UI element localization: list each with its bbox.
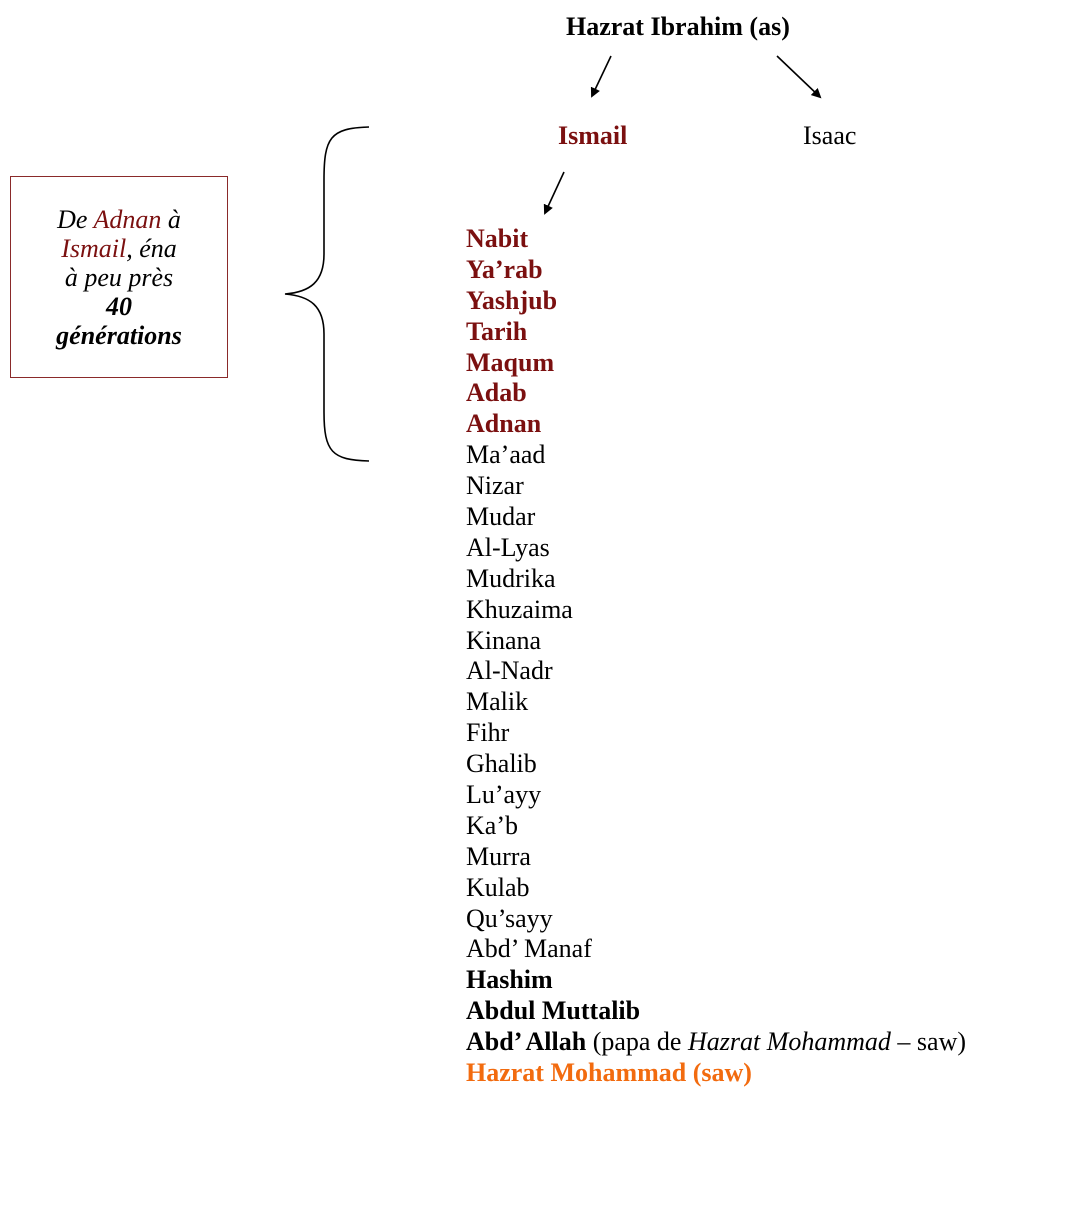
- lineage-item: Malik: [466, 687, 529, 717]
- abdallah-paren-close: – saw): [890, 1027, 967, 1057]
- lineage-item: Ka’b: [466, 810, 518, 840]
- lineage-item-final: [466, 1058, 966, 1089]
- lineage-item: Al-Lyas: [466, 532, 550, 562]
- abdallah-name: Abd’ Allah: [466, 1027, 587, 1057]
- lineage-item: Ma’aad: [466, 440, 546, 470]
- lineage-item: Lu’ayy: [466, 780, 542, 810]
- arrow-to-isaac: [777, 56, 820, 97]
- child-isaac-label: Isaac: [803, 121, 857, 150]
- lineage-item: Maqum: [466, 347, 555, 377]
- abdallah-paren-open: (papa de: [586, 1027, 688, 1057]
- generations-note-box: [10, 176, 228, 378]
- final-name: Hazrat Mohammad (saw): [466, 1058, 752, 1088]
- abdallah-paren-italic: Hazrat Mohammad: [687, 1027, 891, 1057]
- lineage-item: Fihr: [466, 718, 510, 748]
- note-count: 40: [106, 291, 132, 321]
- lineage-item-abdallah: [466, 1027, 966, 1058]
- lineage-item: Khuzaima: [466, 594, 573, 624]
- lineage-item: Nizar: [466, 471, 524, 501]
- note-ena: , éna: [126, 233, 177, 263]
- note-a: à: [161, 204, 181, 234]
- arrow-to-nabit: [545, 172, 564, 213]
- note-prefix: De: [57, 204, 94, 234]
- child-ismail-label: Ismail: [558, 121, 628, 150]
- lineage-item: Mudar: [466, 502, 536, 532]
- lineage-item: Adab: [466, 378, 527, 408]
- lineage-item: Mudrika: [466, 563, 556, 593]
- lineage-item: Abd’ Manaf: [466, 934, 592, 964]
- lineage-item: Adnan: [466, 409, 542, 439]
- note-generations: générations: [56, 320, 182, 350]
- lineage-item: Ya’rab: [466, 254, 543, 284]
- root-ancestor-label: Hazrat Ibrahim (as): [566, 12, 790, 41]
- lineage-item: Kulab: [466, 872, 530, 902]
- lineage-item: Ghalib: [466, 749, 537, 779]
- lineage-item: Abdul Muttalib: [466, 996, 641, 1026]
- lineage-item: Murra: [466, 841, 531, 871]
- note-ismail: Ismail: [61, 233, 127, 263]
- note-adnan: Adnan: [93, 204, 162, 234]
- lineage-item: Qu’sayy: [466, 903, 553, 933]
- curly-brace: [285, 127, 369, 461]
- generations-note-text: [39, 205, 199, 350]
- lineage-item: Kinana: [466, 625, 542, 655]
- lineage-item: Tarih: [466, 316, 528, 346]
- lineage-item: Hashim: [466, 965, 553, 995]
- lineage-item: Al-Nadr: [466, 656, 553, 686]
- lineage-list: [466, 224, 966, 1089]
- lineage-item: Nabit: [466, 224, 529, 253]
- arrow-to-ismail: [592, 56, 611, 96]
- lineage-item: Yashjub: [466, 285, 558, 315]
- note-approx: à peu près: [64, 262, 174, 292]
